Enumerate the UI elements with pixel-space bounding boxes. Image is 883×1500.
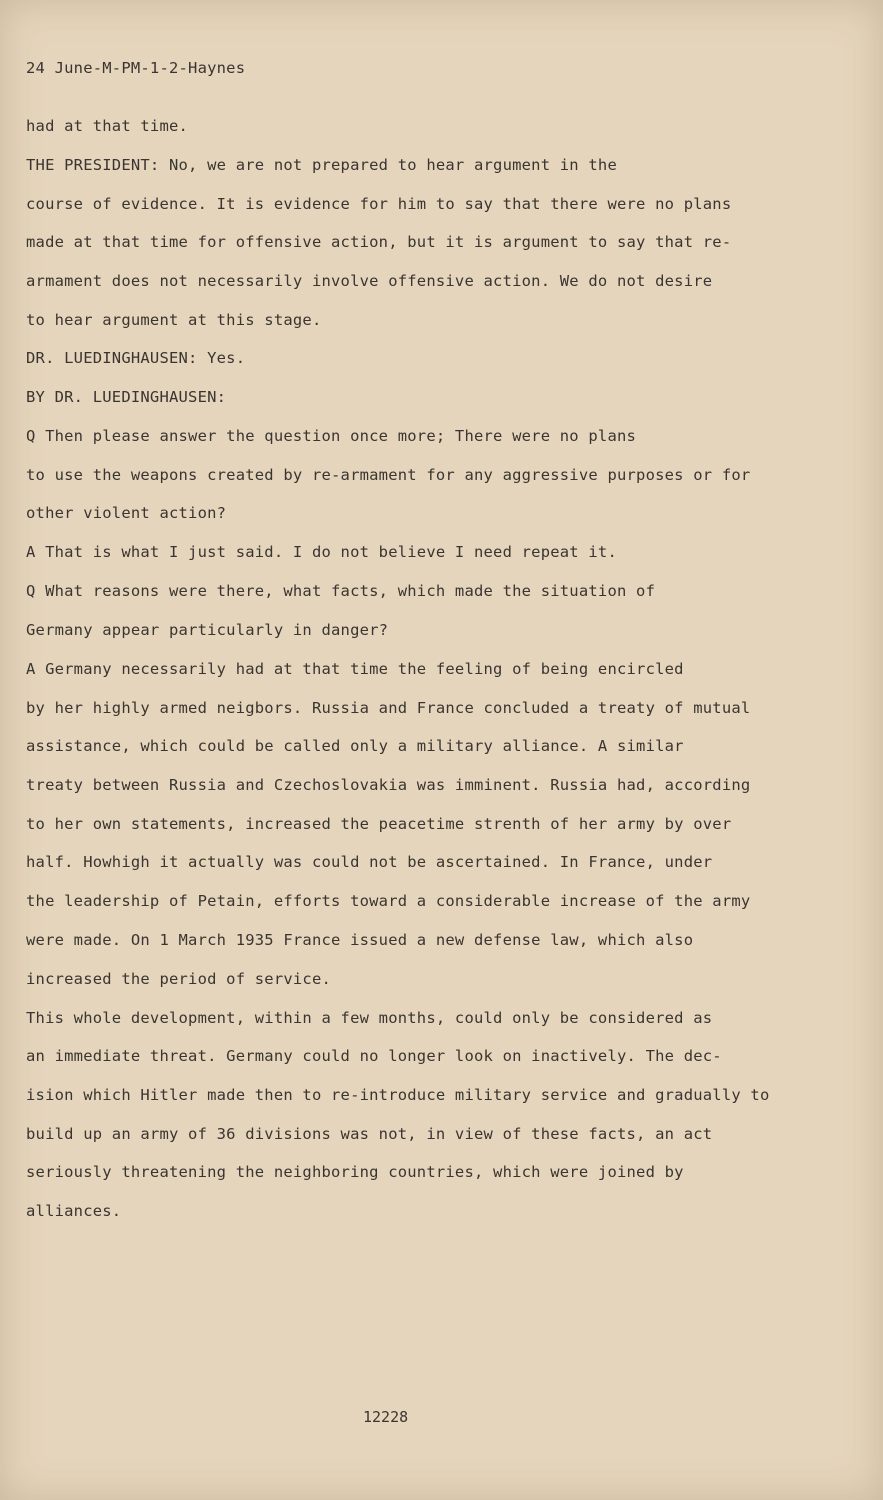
text-line: assistance, which could be called only a military alliance. A similar <box>26 737 684 755</box>
text-line: A Germany necessarily had at that time the feeling of being encircled <box>26 660 684 678</box>
text-line: the leadership of Petain, efforts toward a considerable increase of the army <box>26 892 751 910</box>
text-line: increased the period of service. <box>26 970 332 988</box>
text-line: Q What reasons were there, what facts, which made the situation of <box>26 582 656 600</box>
page-header: 24 June-M-PM-1-2-Haynes <box>26 59 246 77</box>
text-line: made at that time for offensive action, but it is argument to say that re- <box>26 233 732 251</box>
text-line: half. Howhigh it actually was could not be ascertained. In France, under <box>26 853 713 871</box>
text-line: THE PRESIDENT: No, we are not prepared to hear argument in the <box>26 156 617 174</box>
text-line: alliances. <box>26 1202 122 1220</box>
text-line: A That is what I just said. I do not believe I need repeat it. <box>26 543 617 561</box>
text-line: seriously threatening the neighboring countries, which were joined by <box>26 1163 684 1181</box>
text-line: were made. On 1 March 1935 France issued a new defense law, which also <box>26 931 694 949</box>
text-line: DR. LUEDINGHAUSEN: Yes. <box>26 349 246 367</box>
text-line: BY DR. LUEDINGHAUSEN: <box>26 388 227 406</box>
text-line: This whole development, within a few months, could only be considered as <box>26 1009 713 1027</box>
text-line: Q Then please answer the question once more; There were no plans <box>26 427 637 445</box>
text-line: course of evidence. It is evidence for him to say that there were no plans <box>26 195 732 213</box>
text-line: ision which Hitler made then to re-introduce military service and gradually to <box>26 1086 770 1104</box>
text-line: to her own statements, increased the peacetime strenth of her army by over <box>26 815 732 833</box>
page-number: 12228 <box>363 1408 409 1426</box>
text-line: to use the weapons created by re-armament for any aggressive purposes or for <box>26 466 751 484</box>
text-line: an immediate threat. Germany could no longer look on inactively. The dec- <box>26 1047 722 1065</box>
text-line: to hear argument at this stage. <box>26 311 322 329</box>
text-line: armament does not necessarily involve offensive action. We do not desire <box>26 272 713 290</box>
text-line: by her highly armed neigbors. Russia and France concluded a treaty of mutual <box>26 699 751 717</box>
text-line: build up an army of 36 divisions was not, in view of these facts, an act <box>26 1125 713 1143</box>
text-line: Germany appear particularly in danger? <box>26 621 389 639</box>
text-line: other violent action? <box>26 504 227 522</box>
text-line: treaty between Russia and Czechoslovakia was imminent. Russia had, according <box>26 776 751 794</box>
text-line: had at that time. <box>26 117 189 135</box>
